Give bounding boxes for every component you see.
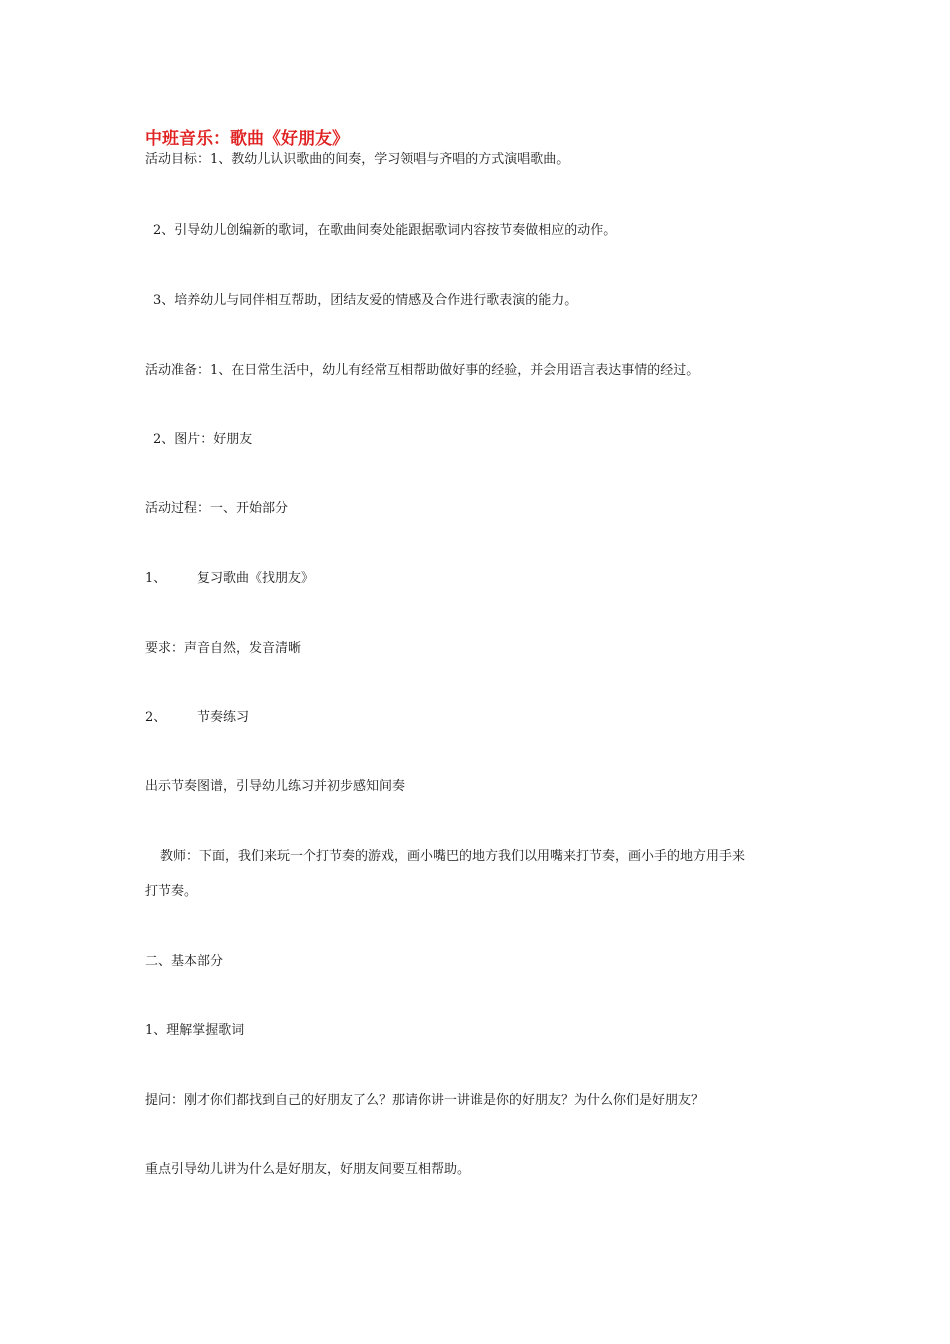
- goal-line-2: 2、引导幼儿创编新的歌词，在歌曲间奏处能跟据歌词内容按节奏做相应的动作。: [153, 223, 617, 238]
- numbered-item-1: [145, 570, 314, 588]
- basic-heading: 二、基本部分: [145, 954, 224, 969]
- prep-line-2: 2、图片：好朋友: [153, 432, 253, 447]
- item-text: 复习歌曲《找朋友》: [197, 571, 315, 586]
- focus-line: 重点引导幼儿讲为什么是好朋友，好朋友间要互相帮助。: [145, 1162, 471, 1177]
- requirement-line: 要求：声音自然，发音清晰: [145, 641, 302, 656]
- question-line: 提问：刚才你们都找到自己的好朋友了么？那请你讲一讲谁是你的好朋友？为什么你们是好朋友？: [145, 1093, 705, 1108]
- numbered-item-2: [145, 709, 249, 727]
- process-heading: 活动过程：一、开始部分: [145, 501, 289, 516]
- teacher-line-cont: 打节奏。: [145, 884, 198, 899]
- lyrics-heading: 1、理解掌握歌词: [145, 1023, 245, 1038]
- item-number: 1、: [145, 571, 167, 586]
- item-text: 节奏练习: [197, 710, 250, 725]
- rhythm-line: 出示节奏图谱，引导幼儿练习并初步感知间奏: [145, 779, 406, 794]
- goal-line-3: 3、培养幼儿与同伴相互帮助，团结友爱的情感及合作进行歌表演的能力。: [153, 293, 578, 308]
- teacher-line: 教师：下面，我们来玩一个打节奏的游戏，画小嘴巴的地方我们以用嘴来打节奏，画小手的地方用手来: [160, 849, 746, 864]
- prep-line-1: 活动准备：1、在日常生活中，幼儿有经常互相帮助做好事的经验，并会用语言表达事情的经过。: [145, 363, 700, 378]
- document-title: 中班音乐：歌曲《好朋友》: [145, 129, 349, 149]
- goal-line-1: 活动目标：1、教幼儿认识歌曲的间奏，学习领唱与齐唱的方式演唱歌曲。: [145, 152, 570, 167]
- item-number: 2、: [145, 710, 167, 725]
